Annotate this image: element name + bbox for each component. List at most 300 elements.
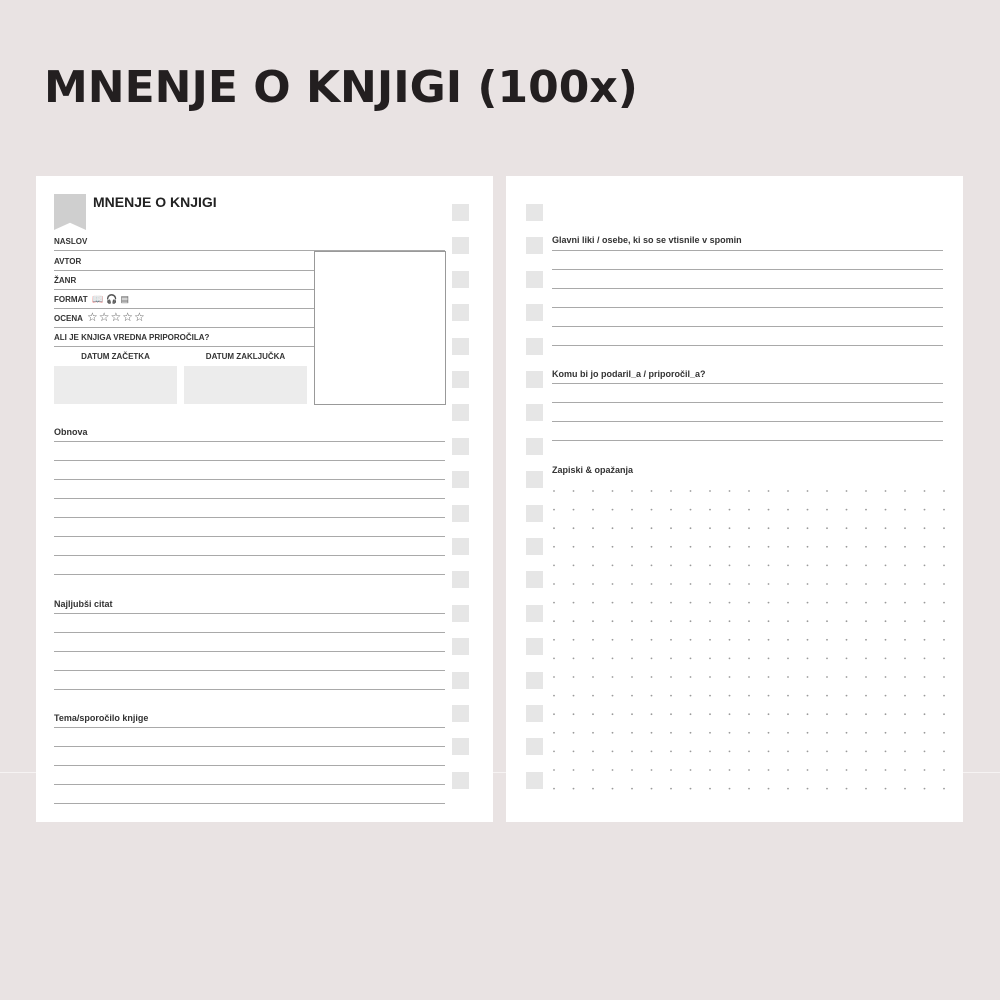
grid-dot [826, 583, 828, 585]
grid-dot [690, 676, 692, 678]
grid-dot [592, 713, 594, 715]
section-tema: Tema/sporočilo knjige [54, 713, 149, 723]
index-tab[interactable] [526, 371, 543, 388]
grid-dot [631, 769, 633, 771]
grid-dot [729, 490, 731, 492]
index-tab[interactable] [526, 571, 543, 588]
grid-dot [748, 676, 750, 678]
grid-dot [826, 490, 828, 492]
grid-dot [612, 509, 614, 511]
writing-line[interactable] [552, 326, 943, 327]
grid-dot [768, 527, 770, 529]
grid-dot [807, 788, 809, 790]
grid-dot [787, 676, 789, 678]
grid-dot [943, 490, 945, 492]
grid-dot [865, 565, 867, 567]
grid-dot [885, 527, 887, 529]
grid-dot [709, 639, 711, 641]
index-tab[interactable] [526, 672, 543, 689]
book-cover-box[interactable] [314, 251, 446, 405]
grid-dot [787, 713, 789, 715]
grid-dot [573, 620, 575, 622]
grid-dot [690, 602, 692, 604]
grid-dot [690, 751, 692, 753]
grid-dot [846, 583, 848, 585]
grid-dot [846, 620, 848, 622]
grid-dot [631, 546, 633, 548]
index-tab[interactable] [526, 304, 543, 321]
grid-dot [670, 583, 672, 585]
grid-dot [592, 788, 594, 790]
writing-line[interactable] [54, 632, 445, 633]
index-tab[interactable] [526, 471, 543, 488]
grid-dot [943, 583, 945, 585]
grid-dot [846, 676, 848, 678]
grid-dot [612, 769, 614, 771]
grid-dot [943, 509, 945, 511]
grid-dot [729, 546, 731, 548]
index-tab[interactable] [452, 672, 469, 689]
writing-line[interactable] [54, 746, 445, 747]
grid-dot [943, 639, 945, 641]
grid-dot [670, 676, 672, 678]
grid-dot [826, 751, 828, 753]
grid-dot [748, 713, 750, 715]
field-line [54, 289, 314, 290]
writing-line[interactable] [552, 440, 943, 441]
grid-dot [846, 769, 848, 771]
grid-dot [943, 676, 945, 678]
grid-dot [592, 769, 594, 771]
grid-dot [904, 788, 906, 790]
grid-dot [846, 788, 848, 790]
grid-dot [651, 639, 653, 641]
index-tab[interactable] [452, 271, 469, 288]
index-tab[interactable] [526, 638, 543, 655]
writing-line[interactable] [54, 517, 445, 518]
grid-dot [709, 565, 711, 567]
date-end-box[interactable] [184, 366, 307, 404]
index-tab[interactable] [526, 204, 543, 221]
index-tab[interactable] [452, 705, 469, 722]
grid-dot [709, 732, 711, 734]
grid-dot [670, 732, 672, 734]
writing-line[interactable] [54, 670, 445, 671]
field-naslov: NASLOV [54, 237, 88, 246]
grid-dot [553, 658, 555, 660]
grid-dot [709, 658, 711, 660]
grid-dot [787, 602, 789, 604]
grid-dot [826, 509, 828, 511]
grid-dot [553, 583, 555, 585]
format-icons [92, 294, 132, 305]
index-tab[interactable] [452, 738, 469, 755]
grid-dot [768, 509, 770, 511]
grid-dot [826, 658, 828, 660]
grid-dot [826, 546, 828, 548]
grid-dot [787, 695, 789, 697]
grid-dot [690, 788, 692, 790]
section-obnova: Obnova [54, 427, 88, 437]
writing-line[interactable] [552, 402, 943, 403]
grid-dot [612, 527, 614, 529]
field-format: FORMAT [54, 295, 88, 304]
grid-dot [748, 509, 750, 511]
grid-dot [748, 788, 750, 790]
grid-dot [690, 490, 692, 492]
grid-dot [885, 546, 887, 548]
writing-line[interactable] [552, 288, 943, 289]
index-tab[interactable] [526, 404, 543, 421]
grid-dot [846, 565, 848, 567]
grid-dot [846, 639, 848, 641]
grid-dot [631, 676, 633, 678]
grid-dot [904, 602, 906, 604]
index-tab[interactable] [526, 705, 543, 722]
writing-line[interactable] [54, 803, 445, 804]
index-tab[interactable] [452, 538, 469, 555]
grid-dot [573, 509, 575, 511]
grid-dot [748, 527, 750, 529]
grid-dot [709, 583, 711, 585]
grid-dot [573, 695, 575, 697]
grid-dot [826, 565, 828, 567]
grid-dot [573, 490, 575, 492]
grid-dot [943, 788, 945, 790]
card-title: MNENJE O KNJIGI [93, 194, 217, 210]
grid-dot [690, 620, 692, 622]
grid-dot [631, 583, 633, 585]
section-komu: Komu bi jo podaril_a / priporočil_a? [552, 369, 706, 379]
grid-dot [826, 788, 828, 790]
grid-dot [904, 620, 906, 622]
grid-dot [748, 565, 750, 567]
grid-dot [904, 527, 906, 529]
grid-dot [768, 732, 770, 734]
grid-dot [885, 732, 887, 734]
index-tab[interactable] [526, 338, 543, 355]
grid-dot [573, 713, 575, 715]
grid-dot [631, 658, 633, 660]
grid-dot [729, 658, 731, 660]
grid-dot [631, 602, 633, 604]
grid-dot [592, 658, 594, 660]
grid-dot [904, 695, 906, 697]
ebook-icon[interactable]: ▤ [120, 294, 132, 304]
grid-dot [865, 546, 867, 548]
grid-dot [865, 788, 867, 790]
grid-dot [729, 639, 731, 641]
grid-dot [670, 565, 672, 567]
grid-dot [690, 509, 692, 511]
grid-dot [573, 639, 575, 641]
grid-dot [573, 583, 575, 585]
index-tab[interactable] [452, 304, 469, 321]
grid-dot [787, 658, 789, 660]
grid-dot [690, 695, 692, 697]
index-tab[interactable] [452, 772, 469, 789]
grid-dot [612, 602, 614, 604]
grid-dot [592, 546, 594, 548]
field-ocena: OCENA [54, 314, 83, 323]
writing-line[interactable] [54, 784, 445, 785]
grid-dot [553, 546, 555, 548]
grid-dot [612, 751, 614, 753]
grid-dot [573, 788, 575, 790]
grid-dot [709, 546, 711, 548]
grid-dot [924, 732, 926, 734]
grid-dot [865, 769, 867, 771]
grid-dot [768, 676, 770, 678]
grid-dot [904, 509, 906, 511]
grid-dot [807, 583, 809, 585]
grid-dot [592, 583, 594, 585]
grid-dot [573, 751, 575, 753]
grid-dot [651, 565, 653, 567]
index-tab[interactable] [452, 571, 469, 588]
grid-dot [748, 639, 750, 641]
grid-dot [885, 751, 887, 753]
writing-line[interactable] [552, 383, 943, 384]
grid-dot [768, 751, 770, 753]
grid-dot [612, 658, 614, 660]
grid-dot [651, 602, 653, 604]
grid-dot [709, 527, 711, 529]
index-tab[interactable] [526, 538, 543, 555]
writing-line[interactable] [552, 345, 943, 346]
grid-dot [553, 565, 555, 567]
grid-dot [592, 565, 594, 567]
writing-line[interactable] [552, 269, 943, 270]
grid-dot [690, 565, 692, 567]
grid-dot [768, 639, 770, 641]
index-tab[interactable] [526, 271, 543, 288]
grid-dot [787, 639, 789, 641]
index-tab[interactable] [526, 605, 543, 622]
bookmark-ribbon-icon [54, 194, 86, 230]
grid-dot [748, 602, 750, 604]
grid-dot [826, 713, 828, 715]
index-tab[interactable] [526, 738, 543, 755]
grid-dot [573, 565, 575, 567]
grid-dot [885, 788, 887, 790]
grid-dot [612, 676, 614, 678]
grid-dot [553, 602, 555, 604]
grid-dot [943, 732, 945, 734]
grid-dot [826, 639, 828, 641]
writing-line[interactable] [54, 727, 445, 728]
grid-dot [865, 713, 867, 715]
grid-dot [924, 546, 926, 548]
grid-dot [787, 490, 789, 492]
index-tab[interactable] [452, 204, 469, 221]
grid-dot [709, 620, 711, 622]
grid-dot [709, 509, 711, 511]
grid-dot [865, 583, 867, 585]
grid-dot [924, 527, 926, 529]
grid-dot [709, 602, 711, 604]
grid-dot [612, 546, 614, 548]
grid-dot [846, 509, 848, 511]
grid-dot [612, 490, 614, 492]
headphones-icon[interactable]: 🎧 [106, 294, 121, 304]
grid-dot [846, 546, 848, 548]
grid-dot [943, 602, 945, 604]
field-zanr: ŽANR [54, 276, 77, 285]
grid-dot [924, 602, 926, 604]
writing-line[interactable] [54, 651, 445, 652]
grid-dot [553, 769, 555, 771]
grid-dot [631, 509, 633, 511]
grid-dot [748, 490, 750, 492]
grid-dot [924, 565, 926, 567]
grid-dot [924, 769, 926, 771]
grid-dot [729, 509, 731, 511]
date-end-label: DATUM ZAKLJUČKA [205, 352, 286, 361]
index-tab[interactable] [526, 772, 543, 789]
grid-dot [748, 732, 750, 734]
grid-dot [592, 751, 594, 753]
grid-dot [651, 490, 653, 492]
grid-dot [807, 751, 809, 753]
grid-dot [631, 620, 633, 622]
grid-dot [690, 713, 692, 715]
grid-dot [787, 527, 789, 529]
grid-dot [651, 751, 653, 753]
grid-dot [924, 639, 926, 641]
grid-dot [612, 695, 614, 697]
grid-dot [865, 620, 867, 622]
grid-dot [768, 490, 770, 492]
writing-line[interactable] [54, 574, 445, 575]
grid-dot [768, 546, 770, 548]
writing-line[interactable] [552, 250, 943, 251]
grid-dot [807, 509, 809, 511]
grid-dot [807, 769, 809, 771]
grid-dot [631, 695, 633, 697]
grid-dot [670, 788, 672, 790]
grid-dot [553, 639, 555, 641]
writing-line[interactable] [54, 613, 445, 614]
grid-dot [924, 788, 926, 790]
grid-dot [553, 695, 555, 697]
writing-line[interactable] [54, 498, 445, 499]
index-tab[interactable] [452, 471, 469, 488]
grid-dot [768, 788, 770, 790]
grid-dot [670, 527, 672, 529]
grid-dot [670, 620, 672, 622]
grid-dot [651, 527, 653, 529]
review-page-left [36, 176, 493, 822]
index-tab[interactable] [452, 505, 469, 522]
index-tab[interactable] [452, 638, 469, 655]
writing-line[interactable] [552, 307, 943, 308]
grid-dot [846, 490, 848, 492]
grid-dot [787, 565, 789, 567]
grid-dot [729, 620, 731, 622]
grid-dot [748, 751, 750, 753]
grid-dot [690, 527, 692, 529]
grid-dot [846, 658, 848, 660]
grid-dot [670, 546, 672, 548]
grid-dot [729, 732, 731, 734]
grid-dot [865, 509, 867, 511]
writing-line[interactable] [54, 555, 445, 556]
grid-dot [807, 490, 809, 492]
grid-dot [553, 490, 555, 492]
grid-dot [651, 695, 653, 697]
grid-dot [885, 676, 887, 678]
grid-dot [943, 527, 945, 529]
grid-dot [631, 751, 633, 753]
date-start-box[interactable] [54, 366, 177, 404]
grid-dot [807, 676, 809, 678]
grid-dot [670, 602, 672, 604]
index-tab[interactable] [452, 605, 469, 622]
grid-dot [768, 620, 770, 622]
grid-dot [729, 751, 731, 753]
grid-dot [885, 639, 887, 641]
grid-dot [592, 676, 594, 678]
grid-dot [631, 565, 633, 567]
grid-dot [924, 713, 926, 715]
writing-line[interactable] [54, 441, 445, 442]
grid-dot [573, 602, 575, 604]
index-tab[interactable] [452, 438, 469, 455]
index-tab[interactable] [452, 371, 469, 388]
grid-dot [885, 490, 887, 492]
grid-dot [651, 676, 653, 678]
index-tab[interactable] [526, 237, 543, 254]
grid-dot [787, 583, 789, 585]
index-tab[interactable] [452, 338, 469, 355]
star-rating-icon[interactable]: ☆☆☆☆☆ [87, 310, 146, 324]
grid-dot [709, 751, 711, 753]
writing-line[interactable] [54, 765, 445, 766]
grid-dot [904, 546, 906, 548]
grid-dot [846, 695, 848, 697]
grid-dot [904, 658, 906, 660]
grid-dot [631, 639, 633, 641]
writing-line[interactable] [54, 460, 445, 461]
writing-line[interactable] [54, 689, 445, 690]
grid-dot [553, 713, 555, 715]
grid-dot [690, 769, 692, 771]
grid-dot [885, 695, 887, 697]
writing-line[interactable] [552, 421, 943, 422]
grid-dot [709, 695, 711, 697]
grid-dot [768, 602, 770, 604]
dot-grid[interactable] [552, 489, 947, 794]
grid-dot [904, 751, 906, 753]
index-tab[interactable] [526, 438, 543, 455]
section-citat: Najljubši citat [54, 599, 113, 609]
writing-line[interactable] [54, 536, 445, 537]
grid-dot [729, 713, 731, 715]
index-tab[interactable] [452, 404, 469, 421]
grid-dot [943, 658, 945, 660]
index-tab[interactable] [452, 237, 469, 254]
open-book-icon[interactable]: 📖 [92, 294, 107, 304]
grid-dot [904, 732, 906, 734]
grid-dot [885, 583, 887, 585]
grid-dot [748, 546, 750, 548]
grid-dot [787, 788, 789, 790]
grid-dot [573, 732, 575, 734]
index-tab[interactable] [526, 505, 543, 522]
grid-dot [709, 676, 711, 678]
writing-line[interactable] [54, 479, 445, 480]
